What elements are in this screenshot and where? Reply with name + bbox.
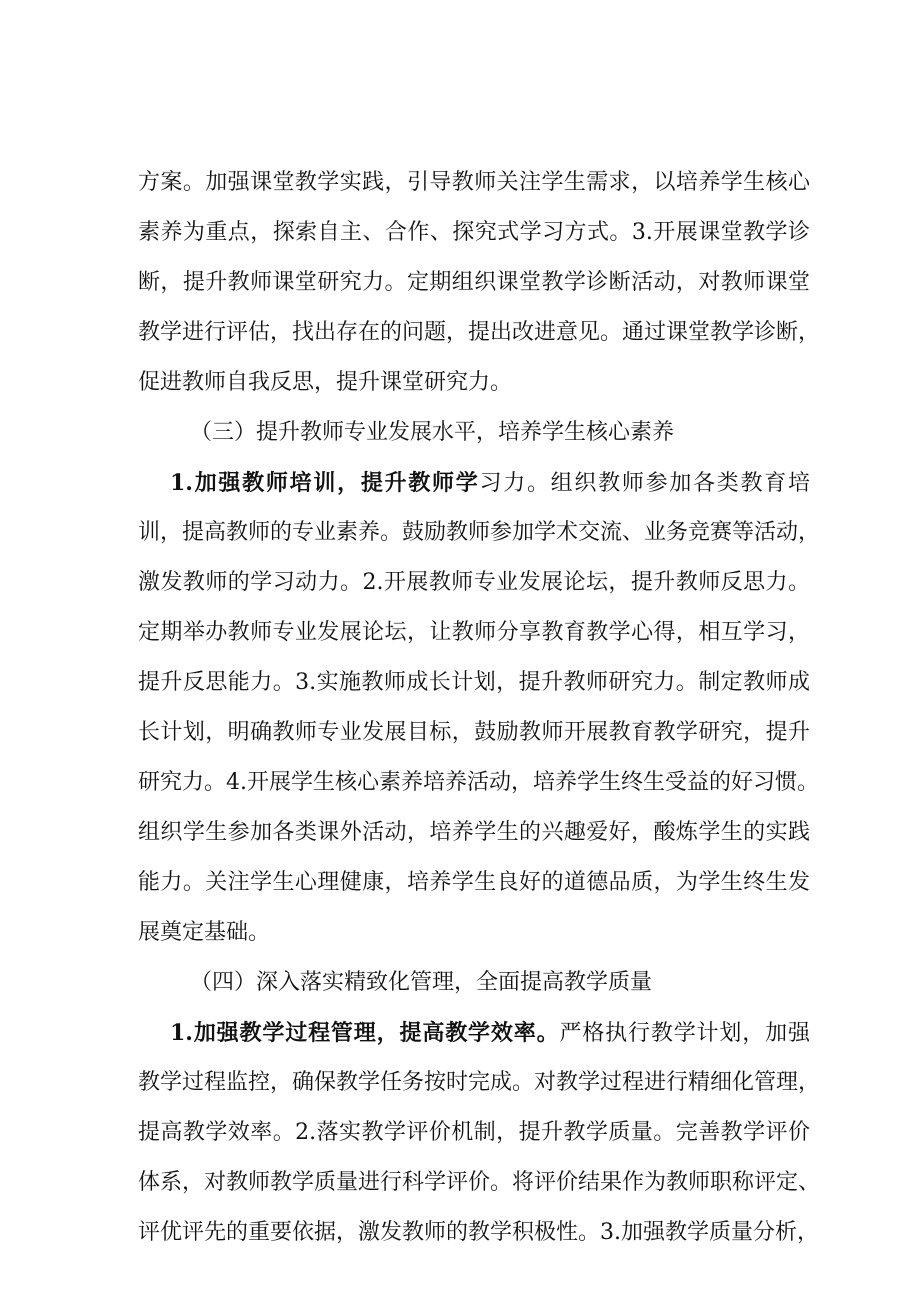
paragraph-line: 体系，对教师教学质量进行科学评价。将评价结果作为教师职称评定、 (138, 1170, 821, 1195)
paragraph-line: 长计划，明确教师专业发展目标，鼓励教师开展教育教学研究，提升 (138, 720, 810, 745)
lead-rest-text: 习力。组织教师参加各类教育培 (479, 471, 810, 496)
paragraph-line: 教学过程监控，确保教学任务按时完成。对教学过程进行精细化管理， (138, 1070, 821, 1095)
paragraph-line: 研究力。4.开展学生核心素养培养活动，培养学生终生受益的好习惯。 (138, 770, 819, 795)
paragraph-line: 断，提升教师课堂研究力。定期组织课堂教学诊断活动，对教师课堂 (138, 270, 810, 295)
paragraph-line: 组织学生参加各类课外活动，培养学生的兴趣爱好，酸炼学生的实践 (138, 820, 810, 845)
section-heading: （三）提升教师专业发展水平，培养学生核心素养 (190, 420, 675, 445)
paragraph-line: 教学进行评估，找出存在的问题，提出改进意见。通过课堂教学诊断， (138, 320, 821, 345)
paragraph-line: 展奠定基础。 (138, 920, 271, 945)
paragraph-line: 能力。关注学生心理健康，培养学生良好的道德品质，为学生终生发 (138, 870, 810, 895)
paragraph-line (170, 1018, 810, 1049)
bold-lead-text: 1.加强教学过程管理，提高教学效率。 (170, 1020, 560, 1046)
paragraph-line: 促进教师自我反思，提升课堂研究力。 (138, 370, 513, 395)
paragraph-line: 提高教学效率。2.落实教学评价机制，提升教学质量。完善教学评价 (138, 1120, 810, 1145)
paragraph-line: 训，提高教师的专业素养。鼓励教师参加学术交流、业务竞赛等活动， (138, 520, 821, 545)
paragraph-line: 素养为重点，探索自主、合作、探究式学习方式。3.开展课堂教学诊 (138, 220, 810, 245)
paragraph-line (170, 468, 810, 499)
section-heading: （四）深入落实精致化管理，全面提高教学质量 (190, 970, 653, 995)
paragraph-line: 方案。加强课堂教学实践，引导教师关注学生需求，以培养学生核心 (138, 170, 810, 195)
paragraph-line: 定期举办教师专业发展论坛，让教师分享教育教学心得，相互学习， (138, 620, 810, 645)
paragraph-line: 提升反思能力。3.实施教师成长计划，提升教师研究力。制定教师成 (138, 670, 810, 695)
lead-rest-text: 严格执行教学计划，加强 (559, 1021, 810, 1046)
paragraph-line: 激发教师的学习动力。2.开展教师专业发展论坛，提升教师反思力。 (138, 570, 810, 595)
paragraph-line: 评优评先的重要依据，激发教师的教学积极性。3.加强教学质量分析， (138, 1220, 819, 1245)
bold-lead-text: 1.加强教师培训，提升教师学 (170, 470, 480, 496)
